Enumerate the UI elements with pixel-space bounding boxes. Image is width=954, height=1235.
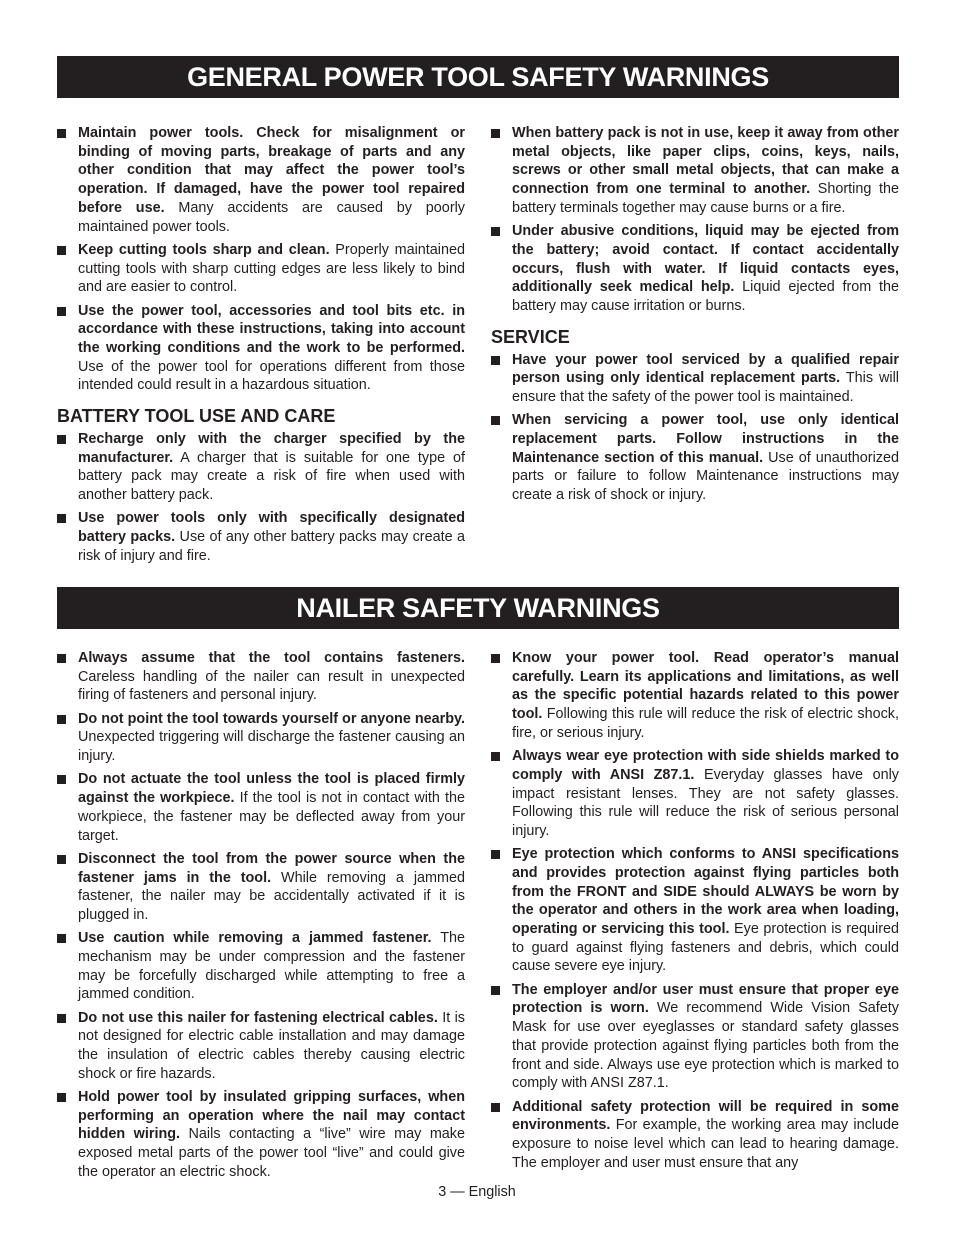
warning-bold-text: Hold power tool by insulated gripping surfaces, when performing an operation where the nail may contact hidden wiring. [78,1089,465,1143]
warning-bold-text: The employer and/or user must ensure that proper eye protection is worn. [512,981,899,1017]
square-bullet-icon [57,855,66,864]
warning-item [491,649,899,743]
square-bullet-icon [57,654,66,663]
warning-item [57,124,465,236]
warning-item [57,1088,465,1182]
warning-body-text: It is not designed for electric cable installation and may damage the insulation of electric cables thereby causing electric shock or fire hazards. [78,1009,466,1082]
warning-bold-text: Recharge only with the charger specified by the manufacturer. [78,431,465,466]
warning-bold-text: Disconnect the tool from the power source when the fastener jams in the tool. [78,850,465,886]
general-right-column [491,124,899,509]
square-bullet-icon [491,416,500,425]
section-banner-general: GENERAL POWER TOOL SAFETY WARNINGS [57,56,899,98]
square-bullet-icon [491,654,500,663]
square-bullet-icon [57,435,66,444]
section-banner-nailer: NAILER SAFETY WARNINGS [57,587,899,629]
warning-body-text: For example, the working area may include exposure to noise level which can lead to hearing damage. The employer and user must ensure that any [512,1117,899,1171]
warning-body-text: Many accidents are caused by poorly maintained power tools. [78,199,465,235]
warning-body-text: While removing a jammed fastener, the nailer may be accidentally activated if it is plugged in. [78,869,465,923]
warning-item [491,411,899,505]
warning-body-text: The mechanism may be under compression and the fastener may be forcefully discharged while attempting to free a jammed condition. [78,930,465,1003]
warning-bold-text: Know your power tool. Read operator’s manual carefully. Learn its applications and limitations, as well as the specific potential hazards related to this power tool. [512,650,899,723]
nailer-right-column [491,649,899,1177]
warning-body-text: Shorting the battery terminals together may cause burns or a fire. [512,181,899,216]
warning-body-text: Following this rule will reduce the risk of electric shock, fire, or serious injury. [512,706,899,741]
nailer-left-column [57,649,465,1186]
warning-item [57,850,465,925]
warning-bold-text: Do not use this nailer for fastening electrical cables. [78,1009,438,1026]
warning-body-text: Unexpected triggering will discharge the fastener causing an injury. [78,729,465,765]
warning-body-text: Use of any other battery packs may create a risk of injury and fire. [78,529,465,564]
warning-body-text: Eye protection is required to guard against flying fasteners and debris, which could cause severe eye injury. [512,921,899,975]
warning-body-text: This will ensure that the safety of the power tool is maintained. [512,370,899,406]
warning-item [491,845,899,976]
warning-item [491,222,899,316]
square-bullet-icon [57,246,66,255]
warning-body-text: A charger that is suitable for one type of battery pack may create a risk of fire when used with another battery pack. [78,449,465,504]
square-bullet-icon [491,227,500,236]
warning-body-text: Properly maintained cutting tools with sharp cutting edges are less likely to bind and are easier to control. [78,241,465,296]
warning-body-text: Use of the power tool for operations different from those intended could result in a hazardous situation. [78,358,465,394]
square-bullet-icon [491,129,500,138]
warning-bold-text: When battery pack is not in use, keep it away from other metal objects, like paper clips, coins, keys, nails, screws or other small metal objects, that can make a connection from one terminal to another. [512,125,899,198]
warning-bold-text: Use power tools only with specifically designated battery packs. [78,510,465,546]
square-bullet-icon [57,934,66,943]
warning-body-text: Nails contacting a “live” wire may make exposed metal parts of the power tool “live” and could give the operator an electric shock. [78,1126,466,1180]
square-bullet-icon [491,752,500,761]
subsection-heading: SERVICE [491,326,570,347]
square-bullet-icon [57,1014,66,1023]
warning-item [57,1009,465,1084]
warning-item [57,241,465,297]
warning-bold-text: Do not actuate the tool unless the tool is placed firmly against the workpiece. [78,771,465,807]
warning-item [491,351,899,407]
warning-item [57,770,465,845]
square-bullet-icon [491,850,500,859]
warning-bold-text: Use the power tool, accessories and tool bits etc. in accordance with these instructions, taking into account the working conditions and the work to be performed. [78,302,465,356]
square-bullet-icon [491,986,500,995]
warning-bold-text: Additional safety protection will be required in some environments. [512,1098,899,1134]
square-bullet-icon [57,1093,66,1102]
warning-body-text: Use of unauthorized parts or failure to follow Maintenance instructions may create a risk of shock or injury. [512,449,899,504]
warning-item [57,710,465,766]
warning-bold-text: Do not point the tool towards yourself or anyone nearby. [78,710,465,727]
warning-bold-text: Use caution while removing a jammed fastener. [78,930,432,947]
warning-bold-text: Maintain power tools. Check for misalignment or binding of moving parts, breakage of parts and any other condition that may affect the power tool’s operation. If damaged, have the power tool repaired before use. [78,125,465,216]
warning-body-text: Everyday glasses have only impact resistant lenses. They are not safety glasses. Following this rule will reduce the risk of serious personal injury. [512,766,899,839]
square-bullet-icon [57,514,66,523]
warning-bold-text: Keep cutting tools sharp and clean. [78,241,330,258]
warning-bold-text: Always assume that the tool contains fasteners. [78,650,465,666]
warning-item [491,747,899,841]
square-bullet-icon [57,129,66,138]
warning-body-text: We recommend Wide Vision Safety Mask for use over eyeglasses or standard safety glasses that provide protection against flying particles both from the front and side. Always use eye protection which is marked to comply with ANSI Z87.1. [512,1000,899,1092]
square-bullet-icon [491,356,500,365]
square-bullet-icon [57,775,66,784]
warning-bold-text: Always wear eye protection with side shields marked to comply with ANSI Z87.1. [512,748,899,783]
subsection-heading: BATTERY TOOL USE AND CARE [57,406,336,427]
warning-body-text: If the tool is not in contact with the workpiece, the fastener may be deflected away from your target. [78,790,465,844]
warning-item [57,430,465,505]
warning-item [491,981,899,1093]
warning-body-text: Liquid ejected from the battery may cause irritation or burns. [512,279,900,314]
general-left-column [57,124,465,570]
warning-bold-text: Under abusive conditions, liquid may be ejected from the battery; avoid contact. If contact accidentally occurs, flush with water. If liquid contacts eyes, additionally seek medical help. [512,223,899,296]
warning-item [57,509,465,565]
square-bullet-icon [57,307,66,316]
warning-body-text: Careless handling of the nailer can result in unexpected firing of fasteners and personal injury. [78,668,465,704]
warning-bold-text: When servicing a power tool, use only identical replacement parts. Follow instructions in the Maintenance section of this manual. [512,412,899,466]
warning-item [57,302,465,396]
page-footer: 3 — English [438,1184,516,1200]
warning-item [57,649,465,705]
warning-item [491,1098,899,1173]
warning-bold-text: Have your power tool serviced by a qualified repair person using only identical replacement parts. [512,351,899,387]
warning-bold-text: Eye protection which conforms to ANSI specifications and provides protection against flying particles both from the FRONT and SIDE should ALWAYS be worn by the operator and others in the work area when loading, operating or servicing this tool. [512,846,899,938]
warning-item [491,124,899,218]
square-bullet-icon [491,1103,500,1112]
square-bullet-icon [57,715,66,724]
warning-item [57,929,465,1004]
